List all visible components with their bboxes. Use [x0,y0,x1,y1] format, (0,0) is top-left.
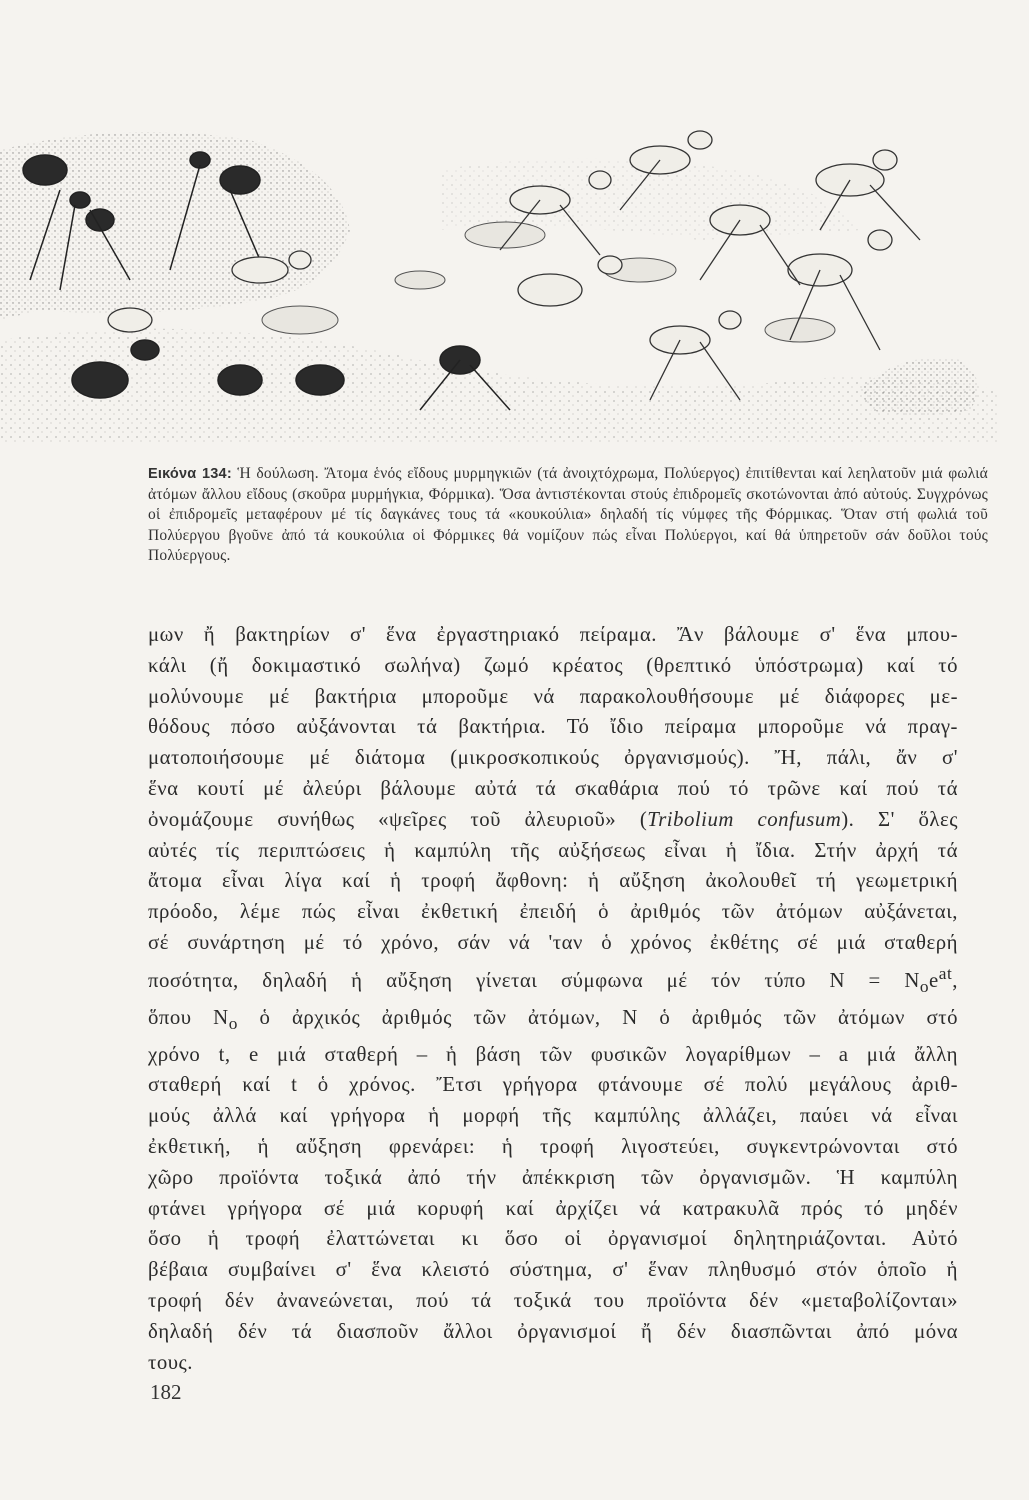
text-line: τροφή δέν ἀνανεώνεται, πού τά τοξικά του προϊόντα δέν «μεταβολίζονται» [148,1288,958,1312]
species-name: Tribolium confusum [647,807,842,831]
text-segment: ὀνομάζουμε συνήθως «ψεῖρες τοῦ ἀλευριοῦ» ( [148,807,648,831]
figure-caption-text: Ἡ δούλωση. Ἄτομα ἑνός εἴδους μυρμηγκιῶν (τά ἀνοιχτόχρωμα, Πολύεργος) ἐπιτίθενται καί λεηλατοῦν μιά φωλιά ἀτόμων ἄλλου εἴδους (σκοῦρα μυρμήγκια, Φόρμικα). Ὅσα ἀντιστέκονται στούς ἐπιδρομεῖς σκοτώνονται ἀπό αὐτούς. Συγχρόνως οἱ ἐπιδρομεῖς μεταφέρουν μέ τίς δαγκάνες τους τά «κουκούλια» δηλαδή τίς νύμφες τῆς Φόρμικας. Ὅταν στή φωλιά τοῦ Πολύεργου βγοῦνε ἀπό τά κουκούλια οἱ Φόρμικες θά νομίζουν πώς εἶναι Πολύεργοι, καί θά ὑπηρετοῦν σάν δοῦλοι τούς Πολύεργους. [148,465,988,565]
text-line: χρόνο t, e μιά σταθερή – ἡ βάση τῶν φυσικῶν λογαρίθμων – a μιά ἄλλη [148,1042,958,1066]
text-line: τους. [148,1350,193,1374]
text-segment: ὅπου N [148,1005,229,1029]
text-line: θόδους πόσο αὐξάνονται τά βακτήρια. Τό ἴδιο πείραμα μποροῦμε νά πραγ- [148,715,958,739]
text-line: κάλι (ἤ δοκιμαστικό σωλήνα) ζωμό κρέατος (θρεπτικό ὑπόστρωμα) καί τό [148,653,958,677]
figure-caption [148,464,988,567]
formula-subscript: o [919,976,930,996]
text-segment: ποσότητα, δηλαδή ἡ αὔξηση γίνεται σύμφωνα μέ τόν τύπο N = N [148,968,920,992]
text-line: μούς ἀλλά καί γρήγορα ἡ μορφή τῆς καμπύλης ἀλλάζει, παύει νά εἶναι [148,1104,958,1128]
formula-exponent: at [938,963,953,983]
text-line: σέ συνάρτηση μέ τό χρόνο, σάν νά 'ταν ὁ χρόνος ἐκθέτης σέ μιά σταθερή [148,930,958,954]
text-line: αὐτές τίς περιπτώσεις ἡ καμπύλη τῆς αὐξήσεως εἶναι ἡ ἴδια. Στήν ἀρχή τά [148,838,958,862]
text-line: ἕνα κουτί μέ ἀλεύρι βάλουμε αὐτά τά σκαθάρια πού τό τρῶνε καί πού τά [148,776,958,800]
ant-slavery-illustration [0,110,1000,445]
text-line [148,805,958,836]
text-line: δηλαδή δέν τά διασποῦν ἄλλοι ὀργανισμοί ἤ δέν διασπῶνται ἀπό μόνα [148,1319,958,1343]
text-line: ματοποιήσουμε μέ διάτομα (μικροσκοπικούς ὀργανισμούς). Ἤ, πάλι, ἄν σ' [148,746,958,770]
formula-line [148,959,958,1003]
text-line: ἐκθετική, ἡ αὔξηση φρενάρει: ἡ τροφή λιγοστεύει, συγκεντρώνονται στό [148,1134,958,1158]
text-line: βέβαια συμβαίνει σ' ἕνα κλειστό σύστημα, σ' ἕναν πληθυσμό στόν ὁποῖο ἡ [148,1258,958,1282]
text-line: φτάνει γρήγορα σέ μιά κορυφή καί ἀρχίζει νά κατρακυλᾶ πρός τό μηδέν [148,1196,958,1220]
page-number: 182 [150,1380,182,1404]
body-text [148,620,958,1378]
formula-subscript: o [228,1013,238,1033]
text-line [148,1003,958,1040]
figure-label: Εικόνα 134: [148,466,232,482]
text-line: ἄτομα εἶναι λίγα καί ἡ τροφή ἄφθονη: ἡ αὔξηση ἀκολουθεῖ τή γεωμετρική [148,869,958,893]
text-line: ὅσο ἡ τροφή ἐλαττώνεται κι ὅσο οἱ ὀργανισμοί δηλητηριάζονται. Αὐτό [148,1227,958,1251]
text-line: πρόοδο, λέμε πώς εἶναι ἐκθετική ἐπειδή ὁ ἀριθμός τῶν ἀτόμων αὐξάνεται, [148,900,958,924]
text-line: μολύνουμε μέ βακτήρια μποροῦμε νά παρακολουθήσουμε μέ διάφορες με- [148,684,958,708]
text-segment: ). Σ' ὅλες [841,807,958,831]
text-segment: ὁ ἀρχικός ἀριθμός τῶν ἀτόμων, N ὁ ἀριθμός τῶν ἀτόμων στό [237,1005,958,1029]
formula-base: e [929,968,939,992]
text-line: σταθερή καί t ὁ χρόνος. Ἔτσι γρήγορα φτάνουμε σέ πολύ μεγάλους ἀριθ- [148,1073,958,1097]
text-line: χῶρο προϊόντα τοξικά ἀπό τήν ἀπέκκριση τῶν ὀργανισμῶν. Ἡ καμπύλη [148,1165,958,1189]
text-segment: , [952,968,958,992]
text-line: μων ἤ βακτηρίων σ' ἕνα ἐργαστηριακό πείραμα. Ἄν βάλουμε σ' ἕνα μπου- [148,623,958,646]
